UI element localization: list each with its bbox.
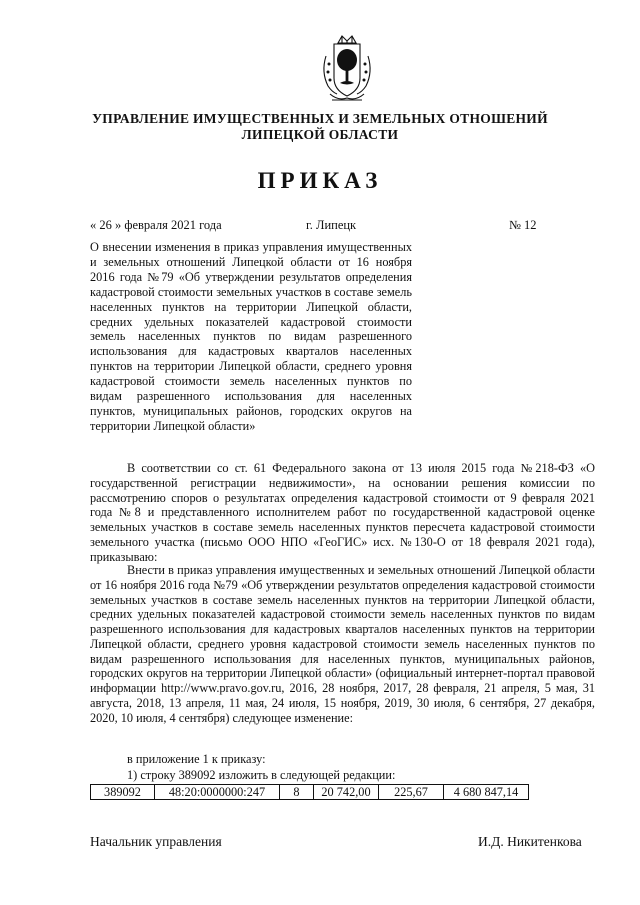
- signatory-position: Начальник управления: [90, 834, 222, 849]
- signatory-name: И.Д. Никитенкова: [478, 834, 582, 849]
- document-city: г. Липецк: [306, 218, 357, 232]
- table-cell-zone: 8: [280, 785, 314, 800]
- table-cell-area: 20 742,00: [314, 785, 379, 800]
- body-paragraph-row-change: 1) строку 389092 изложить в следующей редакции:: [127, 768, 396, 782]
- table-row: [91, 785, 529, 800]
- table-cell-cadastral-number: 48:20:0000000:247: [155, 785, 280, 800]
- table-cell-unit-value: 225,67: [379, 785, 444, 800]
- table-cell-cadastral-value: 4 680 847,14: [444, 785, 529, 800]
- cadastral-value-table: [90, 784, 529, 800]
- body-paragraph-basis: В соответствии со ст. 61 Федерального закона от 13 июля 2015 года №218-ФЗ «О государственной регистрации недвижимости», на основании решения комиссии по рассмотрению споров о результатах определения кадастровой стоимости от 9 февраля 2021 года №8 и представленного исполнителем работ по государственной кадастровой оценке земельных участков в составе земель населенных пунктов пересчета кадастровой стоимости земельного участка (письмо ООО НПО «ГеоГИС» исх. №130-О от 18 февраля 2021 года), приказываю:: [90, 461, 595, 564]
- document-date: « 26 » февраля 2021 года: [90, 218, 222, 232]
- organization-name-line1: УПРАВЛЕНИЕ ИМУЩЕСТВЕННЫХ И ЗЕМЕЛЬНЫХ ОТНОШЕНИЙ: [92, 111, 548, 126]
- body-paragraph-appendix: в приложение 1 к приказу:: [127, 752, 266, 766]
- document-number: № 12: [509, 218, 537, 232]
- document-title: ПРИКАЗ: [257, 168, 383, 193]
- table-cell-row-number: 389092: [91, 785, 155, 800]
- body-paragraph-amendment: Внести в приказ управления имущественных и земельных отношений Липецкой области от 16 ноября 2016 года №79 «Об утверждении результатов определения кадастровой стоимости земельных участков в составе земель населенных пунктов на территории Липецкой области, средних удельных показателей кадастровой стоимости земель населенных пунктов по видам разрешенного использования для кадастровых кварталов населенных пунктов на территории Липецкой области, среднего уровня кадастровой стоимости земель населенных пунктов по видам разрешенного использования для населенных пунктов, муниципальных районов, городских округов на территории Липецкой области» (официальный интернет-портал правовой информации http://www.pravo.gov.ru, 2016, 28 ноября, 2017, 28 февраля, 21 апреля, 5 мая, 31 августа, 2018, 13 апреля, 11 мая, 24 июля, 15 ноября, 2019, 30 июля, 6 сентября, 27 декабря, 2020, 10 июля, 4 сентября) следующее изменение:: [90, 563, 595, 725]
- document-subject: О внесении изменения в приказ управления имущественных и земельных отношений Липецкой области от 16 ноября 2016 года №79 «Об утверждении результатов определения кадастровой стоимости земельных участков в составе земель населенных пунктов на территории Липецкой области, средних удельных показателей кадастровой стоимости земель населенных пунктов по видам разрешенного использования для кадастровых кварталов населенных пунктов на территории Липецкой области, среднего уровня кадастровой стоимости земель населенных пунктов по видам разрешенного использования для населенных пунктов, муниципальных районов, городских округов на территории Липецкой области»: [90, 240, 412, 433]
- organization-name-line2: ЛИПЕЦКОЙ ОБЛАСТИ: [241, 127, 399, 142]
- coat-of-arms-icon: [318, 34, 376, 106]
